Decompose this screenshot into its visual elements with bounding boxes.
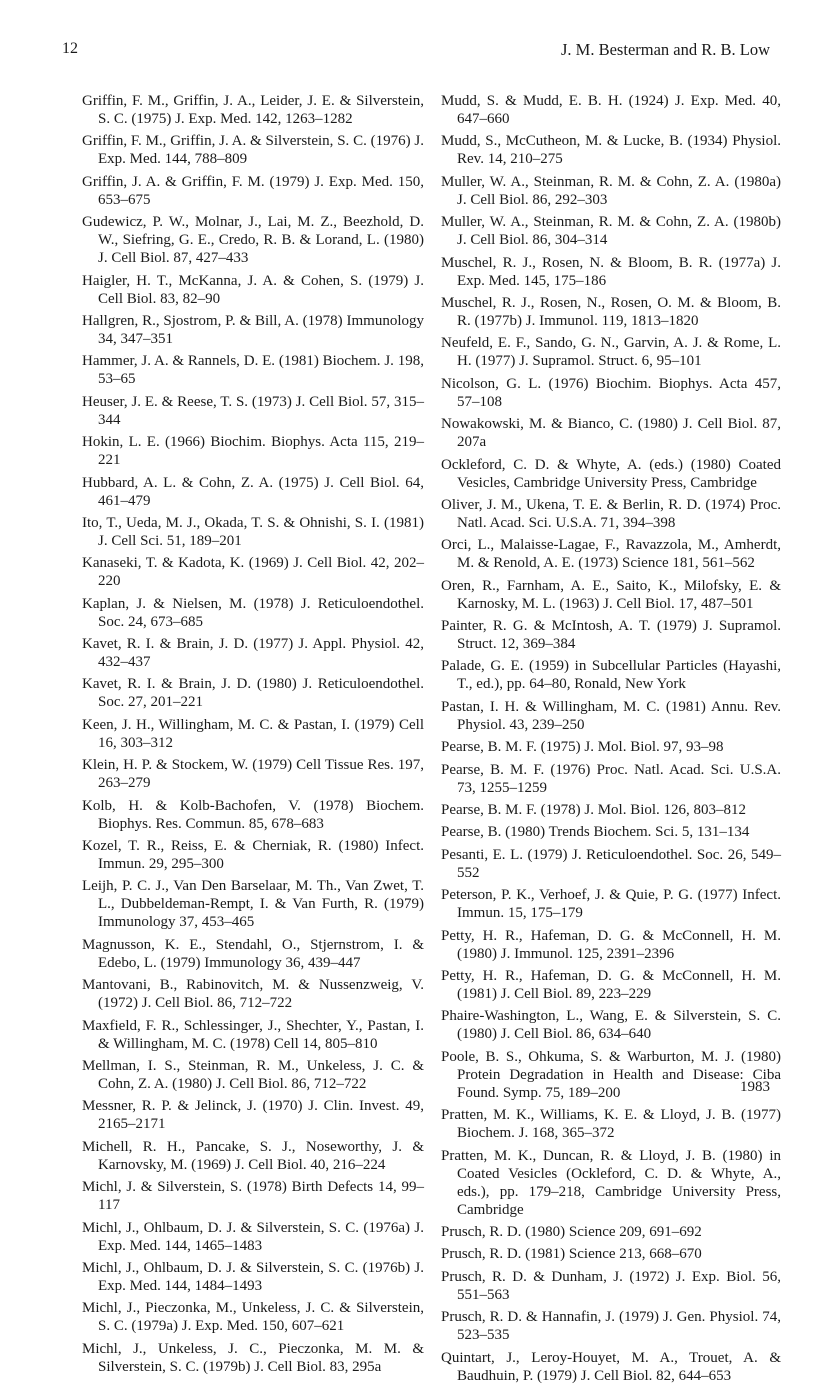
reference-entry: Petty, H. R., Hafeman, D. G. & McConnell, H. M. (1980) J. Immunol. 125, 2391–2396 xyxy=(441,927,781,962)
reference-entry: Painter, R. G. & McIntosh, A. T. (1979) J. Supramol. Struct. 12, 369–384 xyxy=(441,618,781,653)
reference-entry: Pearse, B. M. F. (1978) J. Mol. Biol. 126, 803–812 xyxy=(441,802,747,819)
reference-column-left xyxy=(82,92,424,1380)
reference-entry: Poole, B. S., Ohkuma, S. & Warburton, M. J. (1980) Protein Degradation in Health and Disease: Ciba Found. Symp. 75, 189–200 xyxy=(441,1048,781,1101)
reference-entry: Michl, J., Pieczonka, M., Unkeless, J. C. & Silverstein, S. C. (1979a) J. Exp. Med. 150, 607–621 xyxy=(82,1300,424,1335)
reference-entry: Mellman, I. S., Steinman, R. M., Unkeless, J. C. & Cohn, Z. A. (1980) J. Cell Biol. 86, 712–722 xyxy=(82,1057,424,1092)
reference-entry: Kaplan, J. & Nielsen, M. (1978) J. Reticuloendothel. Soc. 24, 673–685 xyxy=(82,595,424,630)
reference-entry: Haigler, H. T., McKanna, J. A. & Cohen, S. (1979) J. Cell Biol. 83, 82–90 xyxy=(82,272,424,307)
reference-entry: Prusch, R. D. & Hannafin, J. (1979) J. Gen. Physiol. 74, 523–535 xyxy=(441,1309,781,1344)
reference-entry: Pearse, B. M. F. (1976) Proc. Natl. Acad. Sci. U.S.A. 73, 1255–1259 xyxy=(441,761,781,796)
reference-entry: Pratten, M. K., Williams, K. E. & Lloyd, J. B. (1977) Biochem. J. 168, 365–372 xyxy=(441,1107,781,1142)
reference-entry: Kozel, T. R., Reiss, E. & Cherniak, R. (1980) Infect. Immun. 29, 295–300 xyxy=(82,838,424,873)
reference-entry: Hammer, J. A. & Rannels, D. E. (1981) Biochem. J. 198, 53–65 xyxy=(82,353,424,388)
reference-entry: Prusch, R. D. (1981) Science 213, 668–670 xyxy=(441,1246,702,1263)
reference-entry: Gudewicz, P. W., Molnar, J., Lai, M. Z., Beezhold, D. W., Siefring, G. E., Credo, R. B. & Lorand, L. (1980) J. Cell Biol. 87, 427–433 xyxy=(82,214,424,267)
reference-entry: Michl, J. & Silverstein, S. (1978) Birth Defects 14, 99–117 xyxy=(82,1179,424,1214)
running-head: J. M. Besterman and R. B. Low xyxy=(561,40,770,59)
reference-entry: Kolb, H. & Kolb-Bachofen, V. (1978) Biochem. Biophys. Res. Commun. 85, 678–683 xyxy=(82,797,424,832)
reference-entry: Hokin, L. E. (1966) Biochim. Biophys. Acta 115, 219–221 xyxy=(82,434,424,469)
reference-entry: Griffin, F. M., Griffin, J. A., Leider, J. E. & Silverstein, S. C. (1975) J. Exp. Med. 142, 1263–1282 xyxy=(82,93,424,127)
reference-entry: Keen, J. H., Willingham, M. C. & Pastan, I. (1979) Cell 16, 303–312 xyxy=(82,716,424,751)
reference-entry: Peterson, P. K., Verhoef, J. & Quie, P. G. (1977) Infect. Immun. 15, 175–179 xyxy=(441,887,781,922)
reference-entry: Pesanti, E. L. (1979) J. Reticuloendothel. Soc. 26, 549–552 xyxy=(441,846,781,881)
reference-entry: Oliver, J. M., Ukena, T. E. & Berlin, R. D. (1974) Proc. Natl. Acad. Sci. U.S.A. 71, 394–398 xyxy=(441,496,781,531)
reference-entry: Pastan, I. H. & Willingham, M. C. (1981) Annu. Rev. Physiol. 43, 239–250 xyxy=(441,698,781,733)
reference-entry: Michl, J., Unkeless, J. C., Pieczonka, M. M. & Silverstein, S. C. (1979b) J. Cell Biol. 83, 295a xyxy=(82,1340,424,1375)
page-number: 12 xyxy=(62,40,78,57)
reference-entry: Ockleford, C. D. & Whyte, A. (eds.) (1980) Coated Vesicles, Cambridge University Press, Cambridge xyxy=(441,456,781,491)
reference-entry: Klein, H. P. & Stockem, W. (1979) Cell Tissue Res. 197, 263–279 xyxy=(82,757,424,792)
reference-entry: Prusch, R. D. & Dunham, J. (1972) J. Exp. Biol. 56, 551–563 xyxy=(441,1268,781,1303)
reference-entry: Prusch, R. D. (1980) Science 209, 691–692 xyxy=(441,1223,702,1240)
footer-code: 1983 xyxy=(740,1079,770,1095)
reference-entry: Kanaseki, T. & Kadota, K. (1969) J. Cell Biol. 42, 202–220 xyxy=(82,555,424,590)
page-header xyxy=(62,40,770,64)
reference-entry: Leijh, P. C. J., Van Den Barselaar, M. Th., Van Zwet, T. L., Dubbeldeman-Rempt, I. & Van Furth, R. (1979) Immunology 37, 453–465 xyxy=(82,878,424,931)
reference-entry: Orci, L., Malaisse-Lagae, F., Ravazzola, M., Amherdt, M. & Renold, A. E. (1973) Science 181, 561–562 xyxy=(441,537,781,572)
reference-entry: Michl, J., Ohlbaum, D. J. & Silverstein, S. C. (1976b) J. Exp. Med. 144, 1484–1493 xyxy=(82,1259,424,1294)
reference-entry: Pearse, B. (1980) Trends Biochem. Sci. 5, 131–134 xyxy=(441,824,750,841)
reference-entry: Quintart, J., Leroy-Houyet, M. A., Trouet, A. & Baudhuin, P. (1979) J. Cell Biol. 82, 644–653 xyxy=(441,1349,781,1384)
reference-entry: Muller, W. A., Steinman, R. M. & Cohn, Z. A. (1980b) J. Cell Biol. 86, 304–314 xyxy=(441,214,781,249)
reference-entry: Magnusson, K. E., Stendahl, O., Stjernstrom, I. & Edebo, L. (1979) Immunology 36, 439–447 xyxy=(82,936,424,971)
reference-entry: Hallgren, R., Sjostrom, P. & Bill, A. (1978) Immunology 34, 347–351 xyxy=(82,312,424,347)
reference-entry: Ito, T., Ueda, M. J., Okada, T. S. & Ohnishi, S. I. (1981) J. Cell Sci. 51, 189–201 xyxy=(82,514,424,549)
reference-entry: Kavet, R. I. & Brain, J. D. (1980) J. Reticuloendothel. Soc. 27, 201–221 xyxy=(82,676,424,711)
reference-entry: Mudd, S. & Mudd, E. B. H. (1924) J. Exp. Med. 40, 647–660 xyxy=(441,93,781,127)
reference-entry: Hubbard, A. L. & Cohn, Z. A. (1975) J. Cell Biol. 64, 461–479 xyxy=(82,474,424,509)
reference-entry: Mudd, S., McCutheon, M. & Lucke, B. (1934) Physiol. Rev. 14, 210–275 xyxy=(441,133,781,168)
reference-entry: Muller, W. A., Steinman, R. M. & Cohn, Z. A. (1980a) J. Cell Biol. 86, 292–303 xyxy=(441,173,781,208)
reference-entry: Phaire-Washington, L., Wang, E. & Silverstein, S. C. (1980) J. Cell Biol. 86, 634–640 xyxy=(441,1008,781,1043)
reference-entry: Michell, R. H., Pancake, S. J., Noseworthy, J. & Karnovsky, M. (1969) J. Cell Biol. 40, 216–224 xyxy=(82,1138,424,1173)
reference-entry: Oren, R., Farnham, A. E., Saito, K., Milofsky, E. & Karnosky, M. L. (1963) J. Cell Biol. 17, 487–501 xyxy=(441,577,781,612)
reference-entry: Neufeld, E. F., Sando, G. N., Garvin, A. J. & Rome, L. H. (1977) J. Supramol. Struct. 6, 95–101 xyxy=(441,335,781,370)
reference-entry: Heuser, J. E. & Reese, T. S. (1973) J. Cell Biol. 57, 315–344 xyxy=(82,393,424,428)
reference-entry: Petty, H. R., Hafeman, D. G. & McConnell, H. M. (1981) J. Cell Biol. 89, 223–229 xyxy=(441,967,781,1002)
reference-entry: Nowakowski, M. & Bianco, C. (1980) J. Cell Biol. 87, 207a xyxy=(441,416,781,451)
reference-entry: Griffin, J. A. & Griffin, F. M. (1979) J. Exp. Med. 150, 653–675 xyxy=(82,173,424,208)
reference-entry: Muschel, R. J., Rosen, N. & Bloom, B. R. (1977a) J. Exp. Med. 145, 175–186 xyxy=(441,254,781,289)
reference-entry: Michl, J., Ohlbaum, D. J. & Silverstein, S. C. (1976a) J. Exp. Med. 144, 1465–1483 xyxy=(82,1219,424,1254)
reference-entry: Mantovani, B., Rabinovitch, M. & Nussenzweig, V. (1972) J. Cell Biol. 86, 712–722 xyxy=(82,977,424,1012)
reference-entry: Muschel, R. J., Rosen, N., Rosen, O. M. & Bloom, B. R. (1977b) J. Immunol. 119, 1813–1820 xyxy=(441,294,781,329)
reference-entry: Maxfield, F. R., Schlessinger, J., Shechter, Y., Pastan, I. & Willingham, M. C. (1978) Cell 14, 805–810 xyxy=(82,1017,424,1052)
reference-entry: Messner, R. P. & Jelinck, J. (1970) J. Clin. Invest. 49, 2165–2171 xyxy=(82,1098,424,1133)
reference-entry: Griffin, F. M., Griffin, J. A. & Silverstein, S. C. (1976) J. Exp. Med. 144, 788–809 xyxy=(82,133,424,168)
reference-entry: Pratten, M. K., Duncan, R. & Lloyd, J. B. (1980) in Coated Vesicles (Ockleford, C. D. & Whyte, A., eds.), pp. 179–218, Cambridge University Press, Cambridge xyxy=(441,1147,781,1218)
reference-entry: Pearse, B. M. F. (1975) J. Mol. Biol. 97, 93–98 xyxy=(441,739,724,756)
reference-entry: Palade, G. E. (1959) in Subcellular Particles (Hayashi, T., ed.), pp. 64–80, Ronald, New York xyxy=(441,658,781,693)
reference-entry: Nicolson, G. L. (1976) Biochim. Biophys. Acta 457, 57–108 xyxy=(441,375,781,410)
reference-column-right xyxy=(441,92,781,1389)
reference-entry: Kavet, R. I. & Brain, J. D. (1977) J. Appl. Physiol. 42, 432–437 xyxy=(82,636,424,671)
